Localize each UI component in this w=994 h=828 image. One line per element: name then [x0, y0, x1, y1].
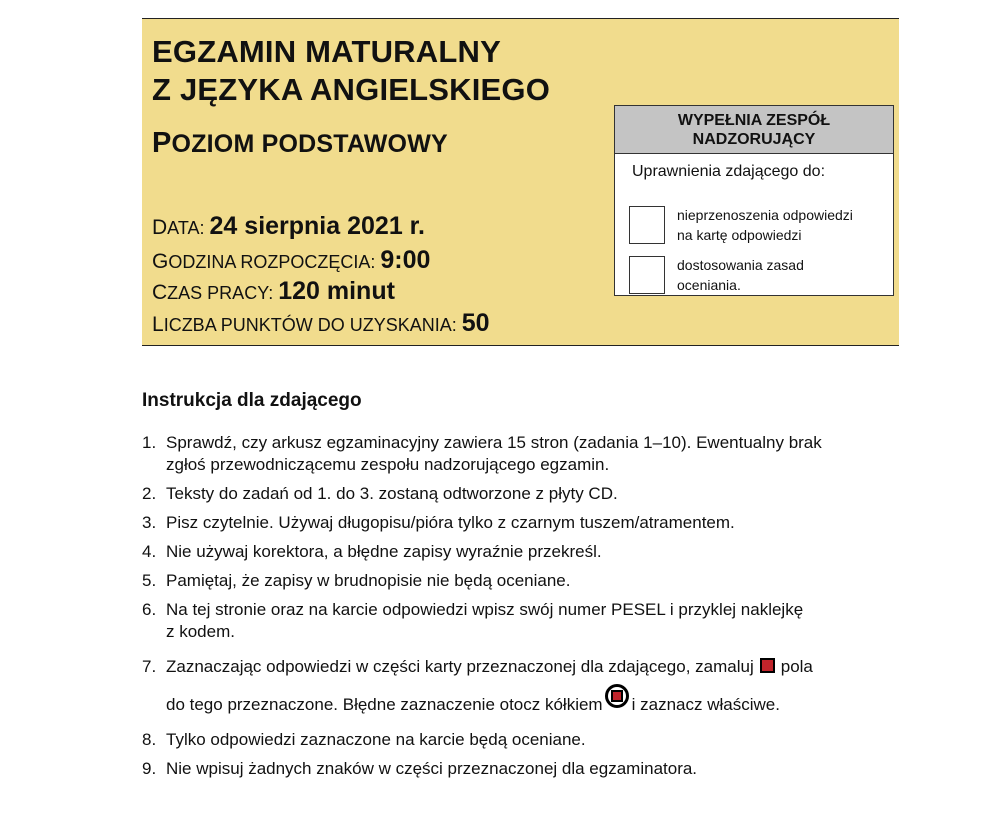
list-item [142, 483, 882, 505]
start-value: 9:00 [380, 246, 431, 274]
level-cap: P [152, 127, 172, 159]
item-text-line1: Na tej stronie oraz na karcie odpowiedzi wpisz swój numer PESEL i przyklej naklejkę [166, 600, 804, 619]
item-number: 5. [142, 571, 157, 590]
points-label-cap: L [152, 313, 164, 336]
supervisor-box-heading [615, 106, 893, 154]
list-item [142, 570, 882, 592]
item-number: 2. [142, 484, 157, 503]
item-number: 7. [142, 657, 157, 676]
points-value: 50 [461, 309, 490, 337]
supervisor-heading-line1: WYPEŁNIA ZESPÓŁ [677, 112, 831, 129]
item-text-line2 [166, 684, 882, 722]
checkbox-adjusted-grading[interactable] [629, 256, 665, 294]
checkbox-no-transfer[interactable] [629, 206, 665, 244]
item-text-line1 [166, 650, 882, 684]
option1-line2: na kartę odpowiedzi [677, 227, 802, 243]
exam-points [152, 309, 490, 338]
item-text-part: i zaznacz właściwe. [631, 695, 780, 714]
checkbox-no-transfer-label [677, 205, 853, 245]
list-item [142, 729, 882, 751]
date-value: 24 sierpnia 2021 r. [209, 212, 425, 240]
list-item [142, 599, 882, 643]
points-label-rest: ICZBA PUNKTÓW DO UZYSKANIA: [163, 315, 457, 335]
exam-title [152, 33, 550, 109]
item-text-line1: Teksty do zadań od 1. do 3. zostaną odtworzone z płyty CD. [166, 484, 618, 503]
item-text-part: Zaznaczając odpowiedzi w części karty przeznaczonej dla zdającego, zamaluj [166, 657, 754, 676]
item-text-line1: Nie wpisuj żadnych znaków w części przeznaczonej dla egzaminatora. [166, 759, 698, 778]
exam-duration [152, 277, 395, 306]
list-item [142, 432, 882, 476]
exam-title-line2: Z JĘZYKA ANGIELSKIEGO [152, 72, 551, 107]
item-number: 8. [142, 730, 157, 749]
duration-label-cap: C [152, 281, 168, 304]
date-label-rest: ATA: [167, 218, 205, 238]
instructions-title: Instrukcja dla zdającego [142, 390, 362, 411]
supervisor-box [614, 105, 894, 296]
option2-line1: dostosowania zasad [677, 257, 804, 273]
option2-line2: oceniania. [677, 277, 741, 293]
exam-level [152, 127, 448, 160]
instructions-list [142, 432, 882, 787]
start-label-rest: ODZINA ROZPOCZĘCIA: [168, 252, 376, 272]
item-text-line1: Pisz czytelnie. Używaj długopisu/pióra tylko z czarnym tuszem/atramentem. [166, 513, 735, 532]
circled-square-icon [605, 684, 629, 708]
item-text-line2: zgłoś przewodniczącemu zespołu nadzorującego egzamin. [166, 455, 610, 474]
item-text-line2: z kodem. [166, 622, 235, 641]
item-text-part: pola [780, 657, 813, 676]
exam-header [142, 18, 899, 346]
item-text-line1: Pamiętaj, że zapisy w brudnopisie nie będą oceniane. [166, 571, 571, 590]
list-item [142, 758, 882, 780]
supervisor-heading-line2: NADZORUJĄCY [692, 131, 816, 148]
item-number: 1. [142, 433, 157, 452]
item-text-part: do tego przeznaczone. Błędne zaznaczenie otocz kółkiem [166, 695, 603, 714]
list-item [142, 650, 882, 722]
duration-label-rest: ZAS PRACY: [167, 283, 274, 303]
supervisor-box-subheading: Uprawnienia zdającego do: [632, 163, 826, 180]
item-text-line1: Tylko odpowiedzi zaznaczone na karcie będą oceniane. [166, 730, 586, 749]
start-label-cap: G [152, 250, 169, 273]
exam-title-line1: EGZAMIN MATURALNY [152, 34, 501, 69]
item-number: 3. [142, 513, 157, 532]
item-number: 4. [142, 542, 157, 561]
item-text-line1: Sprawdź, czy arkusz egzaminacyjny zawiera 15 stron (zadania 1–10). Ewentualny brak [166, 433, 822, 452]
level-rest: OZIOM PODSTAWOWY [171, 130, 448, 158]
item-number: 6. [142, 600, 157, 619]
option1-line1: nieprzenoszenia odpowiedzi [677, 207, 853, 223]
list-item [142, 512, 882, 534]
filled-square-icon [760, 658, 775, 673]
exam-start-time [152, 246, 430, 275]
exam-date [152, 212, 425, 241]
date-label-cap: D [152, 216, 168, 239]
item-text-line1: Nie używaj korektora, a błędne zapisy wyraźnie przekreśl. [166, 542, 602, 561]
checkbox-adjusted-grading-label [677, 255, 804, 295]
duration-value: 120 minut [278, 277, 395, 305]
list-item [142, 541, 882, 563]
item-number: 9. [142, 759, 157, 778]
